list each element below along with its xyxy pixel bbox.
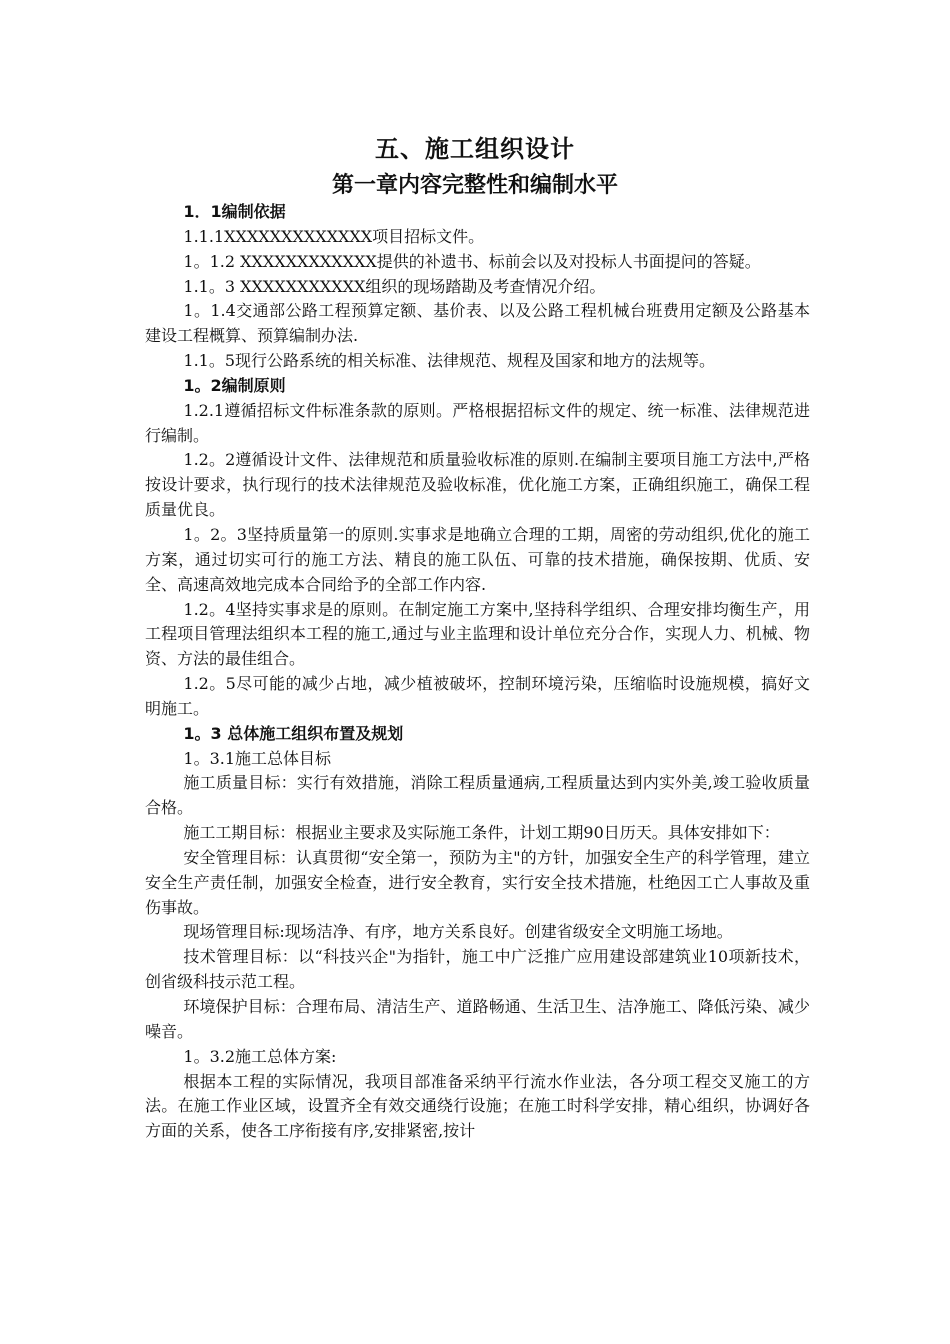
document-title: 五、施工组织设计 (375, 135, 575, 163)
body-paragraph: 1.2.1遵循招标文件标准条款的原则。严格根据招标文件的规定、统一标准、法律规范进行编制。 (145, 400, 810, 445)
section-heading: 1。3 总体施工组织布置及规划 (183, 723, 404, 743)
body-paragraph: 1.2。5尽可能的减少占地，减少植被破坏，控制环境污染，压缩临时设施规模，搞好文明施工。 (145, 674, 810, 718)
body-paragraph: 根据本工程的实际情况，我项目部准备采纳平行流水作业法，各分项工程交叉施工的方法。在施工作业区域，设置齐全有效交通绕行设施；在施工时科学安排，精心组织，协调好各方面的关系，使各工序衔接有序,安排紧密,按计 (145, 1071, 810, 1141)
body-paragraph: 环境保护目标：合理布局、清洁生产、道路畅通、生活卫生、洁净施工、降低污染、减少噪音。 (145, 997, 810, 1041)
body-paragraph: 1.1。5现行公路系统的相关标准、法律规范、规程及国家和地方的法规等。 (183, 351, 716, 371)
body-paragraph: 1.1。3 XXXXXXXXXXX组织的现场踏勘及考查情况介绍。 (183, 276, 606, 296)
section-heading: 1．1编制依据 (183, 202, 286, 221)
body-paragraph: 1。3.2施工总体方案: (183, 1046, 337, 1066)
chapter-title: 第一章内容完整性和编制水平 (331, 173, 618, 198)
body-paragraph: 1.2。4坚持实事求是的原则。在制定施工方案中,坚持科学组织、合理安排均衡生产，用工程项目管理法组织本工程的施工,通过与业主监理和设计单位充分合作，实现人力、机械、物资、方法的最佳组合。 (145, 599, 810, 669)
body-paragraph: 施工质量目标：实行有效措施，消除工程质量通病,工程质量达到内实外美,竣工验收质量合格。 (145, 773, 810, 818)
section-heading: 1。2编制原则 (183, 375, 286, 395)
body-paragraph: 现场管理目标:现场洁净、有序，地方关系良好。创建省级安全文明施工场地。 (183, 922, 733, 942)
body-paragraph: 技术管理目标：以“科技兴企"为指针，施工中广泛推广应用建设部建筑业10项新技术，创省级科技示范工程。 (145, 947, 810, 992)
body-paragraph: 1。1.2 XXXXXXXXXXXX提供的补遗书、标前会以及对投标人书面提问的答疑。 (183, 251, 761, 271)
body-paragraph: 安全管理目标：认真贯彻“安全第一，预防为主"的方针，加强安全生产的科学管理，建立安全生产责任制，加强安全检查，进行安全教育，实行安全技术措施，杜绝因工亡人事故及重伤事故。 (145, 847, 810, 917)
body-paragraph: 1.2。2遵循设计文件、法律规范和质量验收标准的原则.在编制主要项目施工方法中,严格按设计要求，执行现行的技术法律规范及验收标准，优化施工方案，正确组织施工，确保工程质量优良。 (145, 450, 810, 520)
body-paragraph: 1。2。3坚持质量第一的原则.实事求是地确立合理的工期，周密的劳动组织,优化的施工方案，通过切实可行的施工方法、精良的施工队伍、可靠的技术措施，确保按期、优质、安全、高速高效地完成本合同给予的全部工作内容. (145, 524, 810, 594)
body-paragraph: 1。1.4交通部公路工程预算定额、基价表、以及公路工程机械台班费用定额及公路基本建设工程概算、预算编制办法. (145, 301, 810, 346)
body-paragraph: 1。3.1施工总体目标 (183, 748, 332, 768)
body-paragraph: 1.1.1XXXXXXXXXXXXX项目招标文件。 (183, 226, 485, 246)
body-paragraph: 施工工期目标：根据业主要求及实际施工条件，计划工期90日历天。具体安排如下： (183, 823, 780, 843)
document-body (145, 200, 810, 1144)
